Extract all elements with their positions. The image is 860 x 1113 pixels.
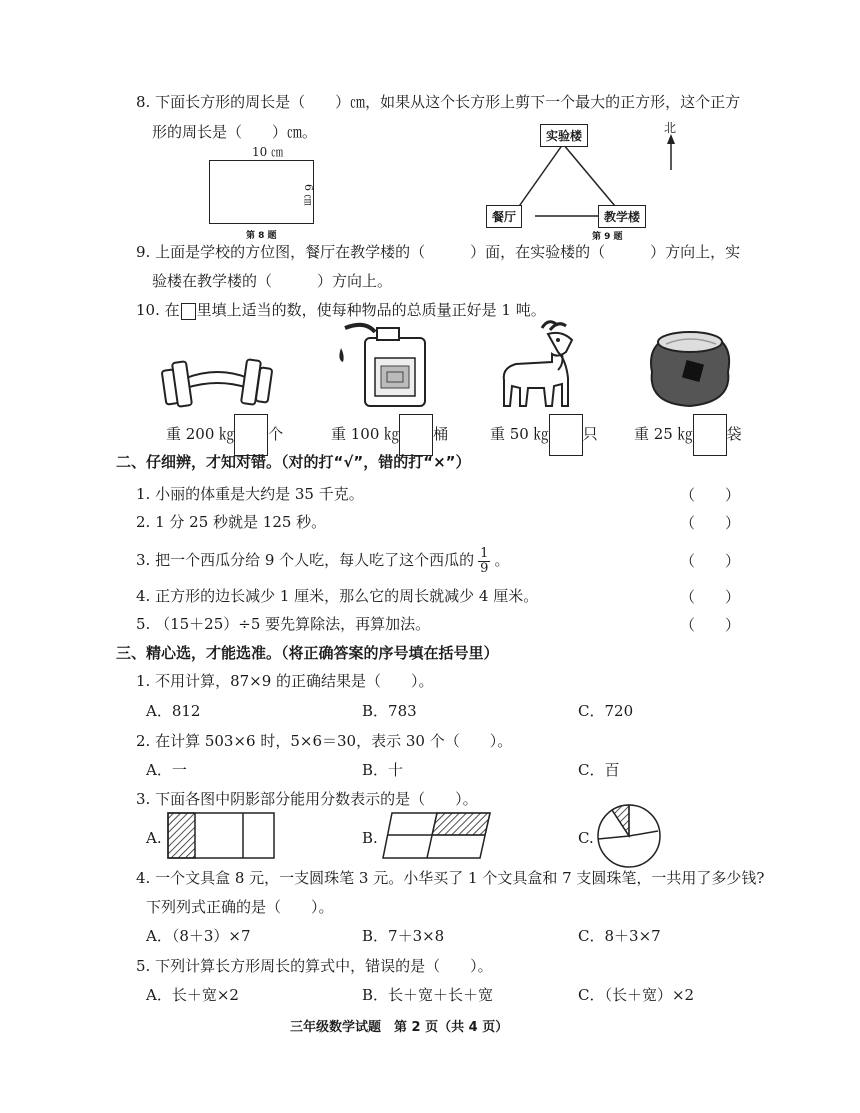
q9-line1: 9. 上面是学校的方位图，餐厅在教学楼的（ ）面，在实验楼的（ ）方向上，实 xyxy=(136,243,741,261)
s2-q5: 5. （15＋25）÷5 要先算除法，再算加法。 xyxy=(136,615,431,633)
oil-answer-box[interactable] xyxy=(399,414,433,456)
s3-q5-option-a[interactable]: A．长＋宽×2 xyxy=(146,986,239,1004)
dumbbell-icon xyxy=(158,348,278,418)
page-footer: 三年级数学试题 第 2 页（共 4 页） xyxy=(290,1020,509,1035)
s3-q4-option-b[interactable]: B．7＋3×8 xyxy=(362,927,445,945)
s2-q4-answer[interactable]: （ ） xyxy=(680,588,741,606)
s3-q2-option-b[interactable]: B．十 xyxy=(362,761,404,779)
q10-text-before: 10. 在 xyxy=(136,301,180,319)
q10-sample-box xyxy=(181,303,196,320)
s2-q2-answer[interactable]: （ ） xyxy=(680,514,741,532)
north-label: 北 xyxy=(664,121,677,135)
dumbbell-answer-box[interactable] xyxy=(234,414,268,456)
fraction-one-ninth xyxy=(478,547,490,576)
s2-q1: 1. 小丽的体重是大约是 35 千克。 xyxy=(136,485,364,503)
lab-building: 实验楼 xyxy=(540,124,588,147)
q10-item-sack xyxy=(634,414,742,456)
s2-q2: 2. 1 分 25 秒就是 125 秒。 xyxy=(136,513,327,531)
sack-weight-label: 重 25 ㎏ xyxy=(634,425,693,443)
figure-b-parallelogram xyxy=(382,812,494,860)
rect-height-label: 6 ㎝ xyxy=(302,184,315,206)
q10-item-dumbbell xyxy=(166,414,283,456)
s3-q2-option-a[interactable]: A．一 xyxy=(146,761,187,779)
s3-q5-option-c[interactable]: C．（长＋宽）×2 xyxy=(578,986,695,1004)
q10-text xyxy=(136,300,546,320)
figure-c-circle xyxy=(596,803,662,869)
dumbbell-weight-label: 重 200 ㎏ xyxy=(166,425,235,443)
oil-can-icon xyxy=(335,318,435,408)
q10-item-oil xyxy=(331,414,448,456)
s3-q1-option-b[interactable]: B．783 xyxy=(362,702,417,720)
canteen-building: 餐厅 xyxy=(486,205,522,228)
dumbbell-unit: 个 xyxy=(268,425,284,443)
s2-q4: 4. 正方形的边长减少 1 厘米，那么它的周长就减少 4 厘米。 xyxy=(136,587,539,605)
q8-line2: 形的周长是（ ）㎝。 xyxy=(152,123,318,141)
s3-q4-option-c[interactable]: C．8＋3×7 xyxy=(578,927,661,945)
s3-q4-line2: 下列列式正确的是（ ）。 xyxy=(146,898,334,916)
oil-weight-label: 重 100 ㎏ xyxy=(331,425,400,443)
rect-width-label: 10 ㎝ xyxy=(252,145,284,159)
s3-q1: 1. 不用计算，87×9 的正确结果是（ ）。 xyxy=(136,672,434,690)
fraction-numerator: 1 xyxy=(480,545,489,561)
sack-icon xyxy=(640,322,740,412)
q10-text-after: 里填上适当的数，使每种物品的总质量正好是 1 吨。 xyxy=(196,301,546,319)
s2-q3-end: 。 xyxy=(494,551,510,569)
s3-q3: 3. 下面各图中阴影部分能用分数表示的是（ ）。 xyxy=(136,790,478,808)
s3-q2: 2. 在计算 503×6 时，5×6＝30，表示 30 个（ ）。 xyxy=(136,732,513,750)
s2-q1-answer[interactable]: （ ） xyxy=(680,486,741,504)
s3-q3-option-c[interactable]: C. xyxy=(578,829,594,847)
q9-line2: 验楼在教学楼的（ ）方向上。 xyxy=(152,272,393,290)
sack-unit: 袋 xyxy=(726,425,742,443)
goat-unit: 只 xyxy=(582,425,598,443)
section3-title: 三、精心选，才能选准。（将正确答案的序号填在括号里） xyxy=(116,644,499,662)
s3-q4-line1: 4. 一个文具盒 8 元，一支圆珠笔 3 元。小华买了 1 个文具盒和 7 支圆珠笔，一共用了多少钱? xyxy=(136,869,765,887)
s2-q3 xyxy=(136,545,509,576)
goat-icon xyxy=(492,318,592,413)
oil-unit: 桶 xyxy=(433,425,449,443)
s2-q3-answer[interactable]: （ ） xyxy=(680,552,741,570)
teaching-building: 教学楼 xyxy=(598,205,646,228)
s3-q2-option-c[interactable]: C．百 xyxy=(578,761,620,779)
map-lines xyxy=(0,0,860,260)
sack-answer-box[interactable] xyxy=(693,414,727,456)
goat-weight-label: 重 50 ㎏ xyxy=(490,425,549,443)
s2-q3-text: 3. 把一个西瓜分给 9 个人吃，每人吃了这个西瓜的 xyxy=(136,551,475,569)
s3-q5: 5. 下列计算长方形周长的算式中，错误的是（ ）。 xyxy=(136,957,493,975)
s3-q3-option-b[interactable]: B. xyxy=(362,829,378,847)
q9-caption: 第 9 题 xyxy=(592,232,623,242)
q8-caption: 第 8 题 xyxy=(246,231,277,241)
goat-answer-box[interactable] xyxy=(549,414,583,456)
section2-title: 二、仔细辨，才知对错。（对的打“√”，错的打“×”） xyxy=(116,453,471,471)
q8-line1: 8. 下面长方形的周长是（ ）㎝，如果从这个长方形上剪下一个最大的正方形，这个正方 xyxy=(136,93,741,111)
fraction-denominator: 9 xyxy=(480,560,489,576)
s3-q4-option-a[interactable]: A．（8＋3）×7 xyxy=(146,927,251,945)
s3-q3-option-a[interactable]: A. xyxy=(146,829,162,847)
s2-q5-answer[interactable]: （ ） xyxy=(680,616,741,634)
figure-a-shaded-rect xyxy=(167,812,277,860)
s3-q5-option-b[interactable]: B．长＋宽＋长＋宽 xyxy=(362,986,494,1004)
s3-q1-option-c[interactable]: C．720 xyxy=(578,702,634,720)
q10-item-goat xyxy=(490,414,598,456)
s3-q1-option-a[interactable]: A．812 xyxy=(146,702,201,720)
